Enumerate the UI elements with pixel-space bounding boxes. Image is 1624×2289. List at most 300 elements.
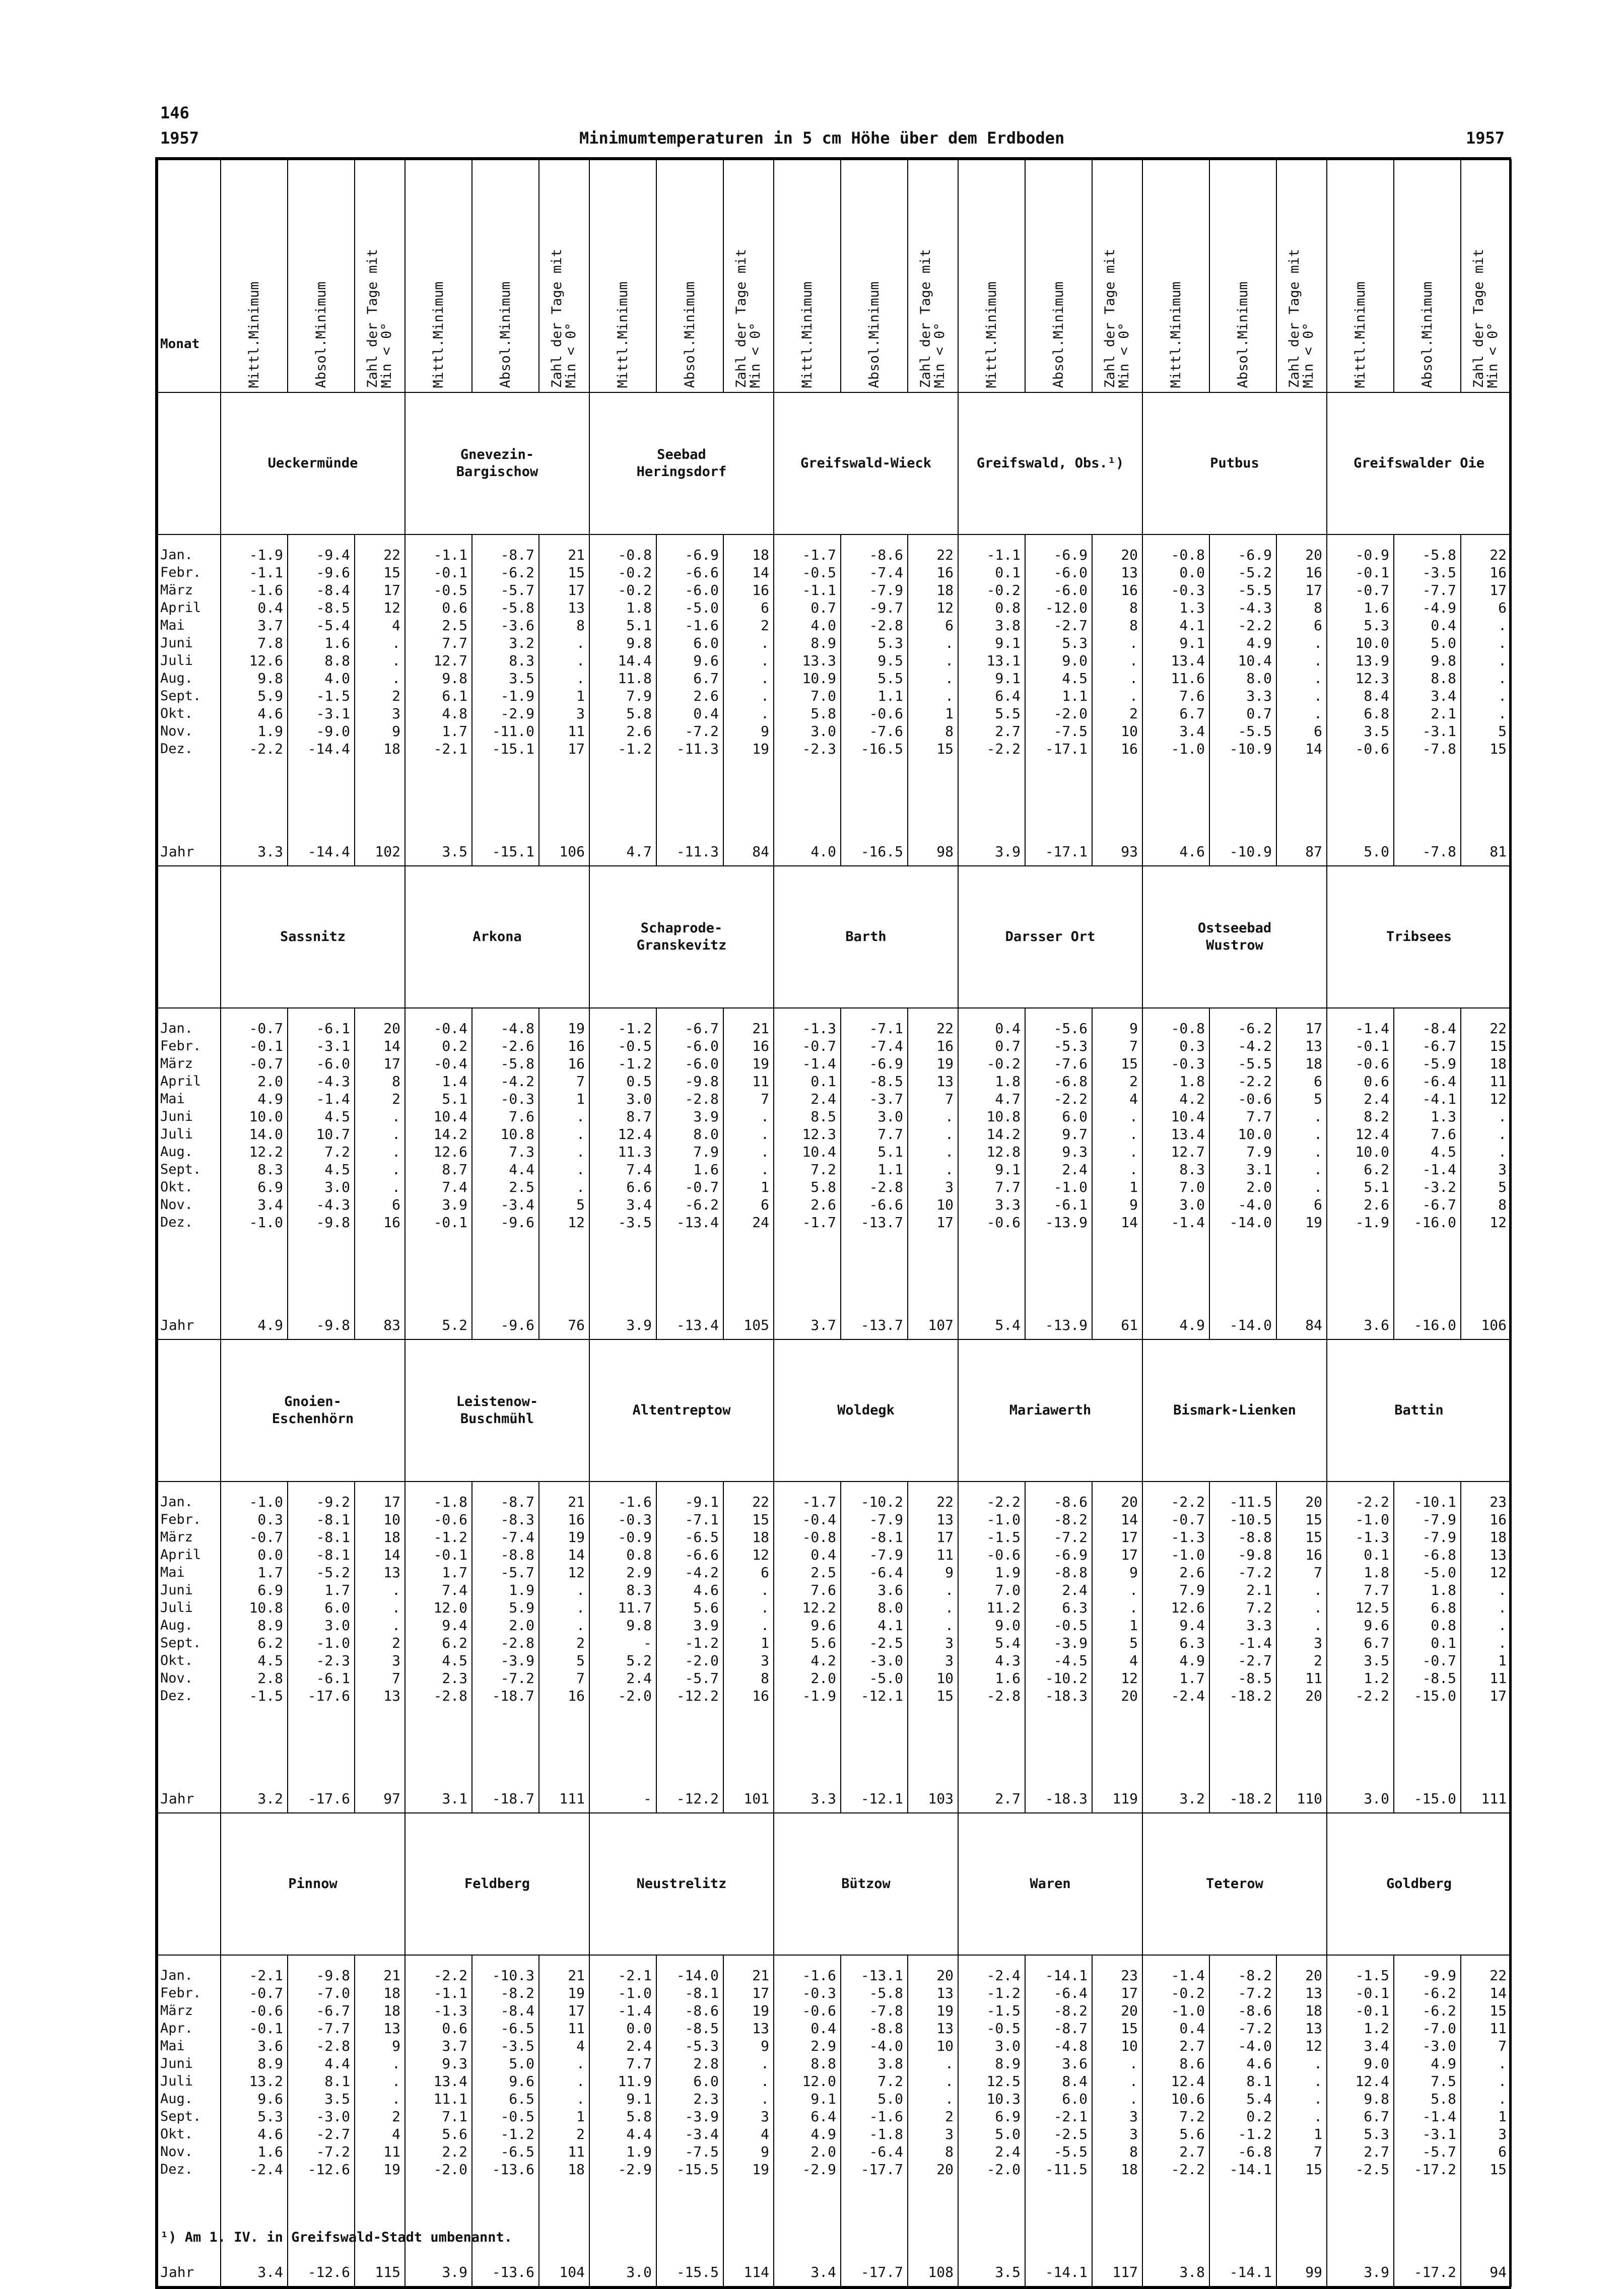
station-mittl-values [589,1955,656,2258]
value-cell: 13.4 [1171,652,1205,669]
year-value: 61 [1092,1311,1142,1339]
value-cell: 4.6 [1246,2055,1272,2072]
column-header [589,160,656,392]
value-cell: 15 [1490,740,1507,757]
station-name: Mariawerth [958,1339,1142,1482]
value-cell: -8.2 [1053,2002,1088,2019]
year-value: 3.2 [1142,1784,1209,1813]
value-cell: 7.6 [509,1108,534,1125]
column-header-label: Absol.Minimum [1419,281,1435,388]
station-absol-values [288,1008,355,1311]
value-cell: 14 [1305,740,1322,757]
value-cell: -0.1 [433,1546,467,1563]
value-cell: -1.0 [249,1214,283,1231]
month-label: Dez. [160,741,193,757]
value-cell: -0.1 [1355,1985,1389,2001]
month-label: Juli [160,653,193,668]
value-cell: 8.9 [257,1617,283,1634]
value-cell: 7.4 [442,1582,467,1598]
value-cell: -0.6 [986,1214,1021,1231]
value-cell: 13 [1305,1038,1322,1054]
value-cell: -7.5 [1053,723,1088,739]
value-cell: -2.5 [1355,2161,1389,2178]
value-cell: -9.6 [316,564,350,581]
value-cell: 5.6 [810,1635,836,1651]
value-cell: -8.8 [1238,1529,1272,1545]
value-cell: . [576,2073,585,2090]
column-header [841,160,908,392]
year-value: -12.2 [656,1784,723,1813]
value-cell: 15 [1305,1529,1322,1545]
value-cell: 6.7 [1364,2108,1389,2125]
value-cell: 4.6 [257,2126,283,2142]
value-cell: -3.2 [1422,1179,1456,1195]
column-header-label: Absol.Minimum [866,281,882,388]
value-cell: 6.8 [1364,705,1389,722]
value-cell: 12 [752,1546,769,1563]
value-cell: 4.4 [626,2126,652,2142]
value-cell: 11.7 [618,1599,652,1616]
value-cell: 2 [576,1635,585,1651]
value-cell: -1.0 [1171,740,1205,757]
value-cell: 18 [383,740,400,757]
value-cell: 3 [761,1652,769,1669]
value-cell: 1.6 [693,1161,719,1178]
value-cell: 3.0 [324,1179,350,1195]
value-cell: -1.4 [618,2002,652,2019]
value-cell: -1.0 [1171,1546,1205,1563]
value-cell: 5.4 [1246,2091,1272,2107]
station-name: Woldegk [774,1339,958,1482]
station-tage-values [723,1482,774,1784]
station-mittl-values [221,1955,288,2258]
value-cell: -1.2 [1238,2126,1272,2142]
value-cell: 4.7 [995,1091,1021,1107]
station-tage-values [908,1955,958,2258]
value-cell: -1.8 [869,2126,903,2142]
value-cell: 8.2 [1364,1108,1389,1125]
value-cell: 15 [1490,2161,1507,2178]
value-cell: 6.0 [1062,2091,1088,2107]
column-header [1394,160,1461,392]
value-cell: -3.1 [316,705,350,722]
year-value: -14.4 [288,837,355,866]
value-cell: -7.2 [685,723,719,739]
value-cell: -6.2 [1422,1985,1456,2001]
station-mittl-values [221,534,288,837]
value-cell: -1.4 [802,1055,836,1072]
value-cell: 20 [383,1020,400,1037]
year-value: 81 [1461,837,1511,866]
station-absol-values [841,534,908,837]
value-cell: . [576,1126,585,1142]
value-cell: -5.4 [316,617,350,634]
value-cell: 13.4 [1171,1126,1205,1142]
value-cell: 10 [936,1670,954,1687]
value-cell: 9.1 [995,670,1021,687]
value-cell: 9.6 [1364,1617,1389,1634]
temperature-grid [157,159,1512,2287]
value-cell: -1.2 [500,2126,534,2142]
value-cell: . [1314,1108,1322,1125]
station-tage-values [539,1008,589,1311]
value-cell: -6.4 [869,2143,903,2160]
value-cell: . [1129,2091,1138,2107]
value-cell: -14.1 [1045,1967,1088,1984]
station-mittl-values [958,1482,1025,1784]
value-cell: 10.4 [433,1108,467,1125]
station-mittl-values [405,1482,472,1784]
value-cell: 3.4 [1431,688,1456,704]
value-cell: -1.8 [433,1494,467,1510]
value-cell: 11.3 [618,1143,652,1160]
value-cell: 8.0 [693,1126,719,1142]
value-cell: 1 [761,1635,769,1651]
year-value: 4.9 [1142,1311,1209,1339]
value-cell: -7.2 [1238,1985,1272,2001]
value-cell: -14.4 [307,740,350,757]
value-cell: 16 [568,1511,585,1528]
value-cell: -8.5 [685,2020,719,2037]
value-cell: -0.6 [1355,740,1389,757]
value-cell: . [761,1108,769,1125]
value-cell: 7 [576,1073,585,1090]
value-cell: 3 [761,2108,769,2125]
value-cell: -1.1 [249,564,283,581]
value-cell: -11.3 [676,740,719,757]
value-cell: 3.7 [442,2038,467,2054]
value-cell: 2.4 [626,2038,652,2054]
value-cell: 10 [1121,2038,1138,2054]
value-cell: 6.8 [1431,1599,1456,1616]
value-cell: -1.2 [618,740,652,757]
value-cell: 9.6 [509,2073,534,2090]
value-cell: 8.0 [1246,670,1272,687]
station-name: Bismark-Lienken [1142,1339,1327,1482]
year-value: 104 [539,2258,589,2286]
month-label: Aug. [160,1144,193,1160]
value-cell: 14.2 [433,1126,467,1142]
year-value: 97 [355,1784,405,1813]
month-label: Sept. [160,688,201,704]
value-cell: -3.1 [1422,2126,1456,2142]
station-name: Battin [1327,1339,1511,1482]
value-cell: -5.9 [1422,1055,1456,1072]
station-mittl-values [589,1482,656,1784]
value-cell: -6.6 [685,1546,719,1563]
year-label: Jahr [158,1311,221,1339]
value-cell: 1.7 [257,1564,283,1581]
value-cell: 6.0 [693,2073,719,2090]
month-label: Nov. [160,2144,193,2160]
value-cell: 1 [1314,2126,1322,2142]
value-cell: -5.5 [1053,2143,1088,2160]
value-cell: . [1129,2073,1138,2090]
value-cell: 14 [568,1546,585,1563]
value-cell: 8.3 [1179,1161,1205,1178]
value-cell: 17 [1305,1020,1322,1037]
value-cell: . [761,1617,769,1634]
station-tage-values [1092,1482,1142,1784]
value-cell: 3.8 [995,617,1021,634]
value-cell: 6.2 [257,1635,283,1651]
column-header-label: Absol.Minimum [497,281,513,388]
station-name: Waren [958,1813,1142,1955]
value-cell: 15 [1490,2002,1507,2019]
year-value: 111 [1461,1784,1511,1813]
value-cell: -0.7 [249,1529,283,1545]
value-cell: 6.2 [1364,1161,1389,1178]
value-cell: -9.8 [316,1214,350,1231]
value-cell: -4.8 [1053,2038,1088,2054]
value-cell: 14.2 [986,1126,1021,1142]
station-mittl-values [405,1955,472,2258]
value-cell: -0.1 [1355,564,1389,581]
station-tage-values [1461,1482,1511,1784]
value-cell: 12.0 [433,1599,467,1616]
value-cell: 8 [945,723,954,739]
value-cell: -4.3 [1238,599,1272,616]
value-cell: -8.2 [1053,1511,1088,1528]
station-tage-values [355,1008,405,1311]
value-cell: 9.8 [626,635,652,651]
month-label: Aug. [160,1618,193,1633]
value-cell: -2.7 [1238,1652,1272,1669]
value-cell: -10.5 [1229,1511,1272,1528]
value-cell: -6.7 [685,1020,719,1037]
value-cell: 18 [383,2002,400,2019]
value-cell: . [1498,1126,1507,1142]
value-cell: -6.8 [1422,1546,1456,1563]
value-cell: -0.4 [433,1055,467,1072]
station-absol-values [472,1955,539,2258]
value-cell: 0.2 [442,1038,467,1054]
value-cell: 5.3 [1364,617,1389,634]
value-cell: -1.6 [802,1967,836,1984]
value-cell: -18.3 [1045,1688,1088,1704]
value-cell: -7.9 [1422,1511,1456,1528]
value-cell: . [945,2073,954,2090]
value-cell: -5.5 [1238,582,1272,598]
value-cell: -0.4 [433,1020,467,1037]
value-cell: 11 [1490,1670,1507,1687]
value-cell: -0.3 [1171,1055,1205,1072]
month-label: Aug. [160,2091,193,2107]
value-cell: 2.4 [626,1670,652,1687]
value-cell: -6.2 [1238,1020,1272,1037]
value-cell: 13 [752,2020,769,2037]
value-cell: 14.4 [618,652,652,669]
value-cell: 17 [1490,582,1507,598]
month-label: Nov. [160,723,193,739]
station-name: Greifswalder Oie [1327,392,1511,534]
value-cell: 2.1 [1246,1582,1272,1598]
value-cell: 7.4 [442,1179,467,1195]
value-cell: 0.0 [1179,564,1205,581]
station-name: Gnevezin- Bargischow [405,392,589,534]
value-cell: 8.9 [995,2055,1021,2072]
value-cell: 15 [1490,1038,1507,1054]
value-cell: 7 [392,1670,400,1687]
station-tage-values [539,534,589,837]
value-cell: . [1314,635,1322,651]
value-cell: -0.1 [433,564,467,581]
value-cell: 10.0 [249,1108,283,1125]
value-cell: 18 [383,1985,400,2001]
value-cell: 1 [576,688,585,704]
value-cell: . [1498,1599,1507,1616]
value-cell: 10.6 [1171,2091,1205,2107]
value-cell: . [1129,1108,1138,1125]
value-cell: 10.8 [500,1126,534,1142]
value-cell: 20 [1305,1494,1322,1510]
station-tage-values [355,534,405,837]
value-cell: 1.6 [1364,599,1389,616]
month-label: Mai [160,1565,185,1580]
value-cell: -0.8 [618,547,652,563]
column-header-label: Absol.Minimum [682,281,698,388]
value-cell: 22 [1490,1967,1507,1984]
value-cell: 9.0 [1062,652,1088,669]
value-cell: 9.5 [877,652,903,669]
value-cell: -7.0 [1422,2020,1456,2037]
value-cell: 10.4 [802,1143,836,1160]
value-cell: -0.7 [802,1038,836,1054]
value-cell: 10.0 [1355,635,1389,651]
value-cell: 8 [761,1670,769,1687]
value-cell: 2.3 [442,1670,467,1687]
column-header-label: Absol.Minimum [1050,281,1066,388]
value-cell: 17 [1121,1985,1138,2001]
column-header [472,160,539,392]
month-label: Okt. [160,1653,193,1668]
value-cell: . [945,1617,954,1634]
value-cell: 19 [568,1529,585,1545]
value-cell: -6.0 [685,1055,719,1072]
value-cell: 5.0 [995,2126,1021,2142]
station-absol-values [1394,534,1461,837]
value-cell: 9.4 [1179,1617,1205,1634]
value-cell: 1.6 [257,2143,283,2160]
value-cell: 5.6 [693,1599,719,1616]
value-cell: . [1129,1143,1138,1160]
value-cell: 7.7 [442,635,467,651]
value-cell: 7 [945,1091,954,1107]
station-tage-values [1092,1008,1142,1311]
value-cell: 17 [383,1055,400,1072]
value-cell: 3.5 [1364,723,1389,739]
value-cell: -6.9 [869,1055,903,1072]
value-cell: 20 [936,2161,954,2178]
value-cell: 15 [383,564,400,581]
value-cell: . [1498,1143,1507,1160]
value-cell: 0.8 [1431,1617,1456,1634]
value-cell: 4.2 [810,1652,836,1669]
value-cell: 12.6 [433,1143,467,1160]
value-cell: 15 [936,1688,954,1704]
value-cell: -8.2 [500,1985,534,2001]
value-cell: 3.3 [1246,1617,1272,1634]
month-label: Dez. [160,2162,193,2177]
value-cell: -14.0 [676,1967,719,1984]
value-cell: 9 [392,2038,400,2054]
station-mittl-values [1327,534,1394,837]
value-cell: 3.7 [257,617,283,634]
value-cell: 19 [752,2002,769,2019]
value-cell: 13 [936,2020,954,2037]
month-label: Juni [160,1582,193,1598]
value-cell: 5.0 [509,2055,534,2072]
value-cell: 19 [752,740,769,757]
value-cell: . [392,2055,400,2072]
value-cell: 9 [761,723,769,739]
year-value: 83 [355,1311,405,1339]
month-label: Jan. [160,547,193,563]
year-value: 3.3 [221,837,288,866]
value-cell: -6.7 [1422,1196,1456,1213]
station-mittl-values [1327,1008,1394,1311]
station-name: Gnoien- Eschenhörn [221,1339,405,1482]
value-cell: -5.5 [1238,723,1272,739]
value-cell: -0.9 [618,1529,652,1545]
value-cell: -9.1 [685,1494,719,1510]
value-cell: 1 [1498,2108,1507,2125]
value-cell: -2.2 [1238,617,1272,634]
value-cell: -0.7 [1355,582,1389,598]
value-cell: -10.1 [1413,1494,1456,1510]
value-cell: -2.8 [433,1688,467,1704]
value-cell: 1.6 [324,635,350,651]
value-cell: -0.6 [433,1511,467,1528]
value-cell: . [1498,705,1507,722]
value-cell: 18 [936,582,954,598]
value-cell: 5.1 [1364,1179,1389,1195]
value-cell: 11 [383,2143,400,2160]
value-cell: 16 [1121,582,1138,598]
value-cell: 7.0 [1179,1179,1205,1195]
value-cell: 13.2 [249,2073,283,2090]
value-cell: 4.6 [257,705,283,722]
station-absol-values [1025,1482,1092,1784]
value-cell: 7.6 [1431,1126,1456,1142]
column-header [656,160,723,392]
value-cell: 6.0 [1062,1108,1088,1125]
year-value: -15.1 [472,837,539,866]
station-mittl-values [958,1008,1025,1311]
value-cell: 17 [1121,1529,1138,1545]
year-value: -10.9 [1209,837,1276,866]
value-cell: 16 [936,1038,954,1054]
value-cell: -4.5 [1053,1652,1088,1669]
value-cell: 13 [936,1985,954,2001]
value-cell: 9.0 [995,1617,1021,1634]
value-cell: -10.2 [860,1494,903,1510]
value-cell: 8.7 [626,1108,652,1125]
station-mittl-values [405,534,472,837]
value-cell: 13.4 [433,2073,467,2090]
value-cell: . [945,635,954,651]
value-cell: 2.6 [626,723,652,739]
value-cell: -10.9 [1229,740,1272,757]
value-cell: -1.1 [433,1985,467,2001]
value-cell: -1.9 [802,1688,836,1704]
value-cell: 0.5 [626,1073,652,1090]
value-cell: -6.0 [1053,564,1088,581]
value-cell: -15.1 [492,740,534,757]
value-cell: -10.2 [1045,1670,1088,1687]
value-cell: -1.0 [986,1511,1021,1528]
value-cell: -2.0 [618,1688,652,1704]
